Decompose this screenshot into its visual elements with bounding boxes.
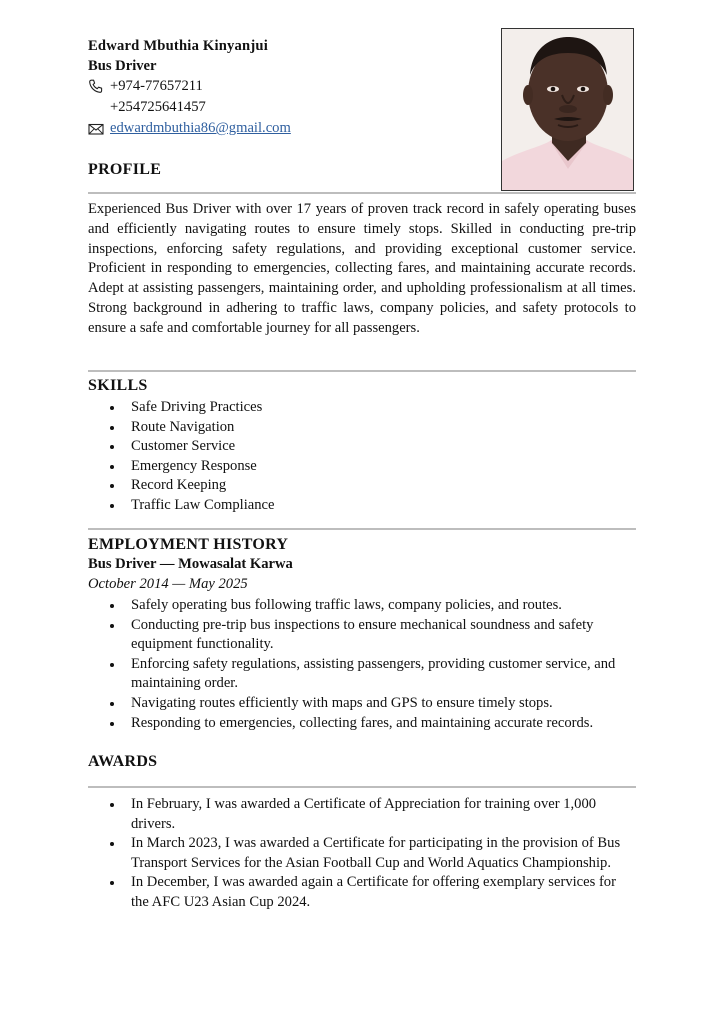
- contact-header: [88, 36, 488, 139]
- profile-divider: [88, 192, 636, 194]
- job-title: Bus Driver — Mowasalat Karwa: [88, 556, 293, 572]
- skill-item: Emergency Response: [88, 457, 636, 477]
- awards-divider: [88, 786, 636, 788]
- job-duty-item: Navigating routes efficiently with maps and GPS to ensure timely stops.: [88, 694, 636, 714]
- profile-photo: [501, 28, 634, 191]
- skills-divider-top: [88, 370, 636, 372]
- awards-list: [88, 795, 636, 913]
- phone-number-secondary: +254725641457: [110, 99, 206, 115]
- employment-divider-top: [88, 528, 636, 530]
- email-line: [88, 118, 488, 139]
- job-duties-list: [88, 596, 636, 733]
- skills-heading: SKILLS: [88, 377, 148, 394]
- candidate-name: Edward Mbuthia Kinyanjui: [88, 38, 268, 54]
- email-link[interactable]: edwardmbuthia86@gmail.com: [110, 120, 291, 136]
- envelope-icon: [88, 121, 108, 137]
- awards-heading: AWARDS: [88, 753, 158, 770]
- skill-item: Safe Driving Practices: [88, 398, 636, 418]
- award-item: In February, I was awarded a Certificate of Appreciation for training over 1,000 drivers.: [88, 795, 636, 834]
- phone-icon: [88, 79, 108, 95]
- profile-heading: PROFILE: [88, 161, 162, 178]
- award-item: In December, I was awarded again a Certificate for offering exemplary services for the AFC U23 Asian Cup 2024.: [88, 873, 636, 912]
- job-dates: October 2014 — May 2025: [88, 576, 248, 592]
- phone-number-primary: +974-77657211: [110, 78, 203, 94]
- skill-item: Record Keeping: [88, 476, 636, 496]
- job-duty-item: Conducting pre-trip bus inspections to ensure mechanical soundness and safety equipment functionality.: [88, 616, 636, 655]
- skill-item: Traffic Law Compliance: [88, 496, 636, 516]
- candidate-role: Bus Driver: [88, 58, 157, 74]
- employment-heading: EMPLOYMENT HISTORY: [88, 536, 289, 553]
- skills-list: [88, 398, 636, 516]
- job-duty-item: Responding to emergencies, collecting fares, and maintaining accurate records.: [88, 714, 636, 734]
- phone-line: [88, 76, 488, 97]
- phone-line-secondary: [88, 97, 488, 118]
- award-item: In March 2023, I was awarded a Certificate for participating in the provision of Bus Transport Services for the Asian Football Cup and World Aquatics Championship.: [88, 834, 636, 873]
- skill-item: Customer Service: [88, 437, 636, 457]
- job-duty-item: Enforcing safety regulations, assisting passengers, providing customer service, and maintaining order.: [88, 655, 636, 694]
- profile-summary: Experienced Bus Driver with over 17 years of proven track record in safely operating buses and efficiently navigating routes to ensure timely stops. Skilled in conducting pre-trip inspections, enforcing safety regulations, and providing exceptional customer service. Proficient in responding to emergencies, collecting fares, and maintaining accurate records. Adept at assisting passengers, maintaining order, and upholding professionalism at all times. Strong background in adhering to traffic laws, company policies, and safety protocols to ensure a safe and comfortable journey for all passengers.: [88, 201, 636, 336]
- skill-item: Route Navigation: [88, 418, 636, 438]
- job-duty-item: Safely operating bus following traffic laws, company policies, and routes.: [88, 596, 636, 616]
